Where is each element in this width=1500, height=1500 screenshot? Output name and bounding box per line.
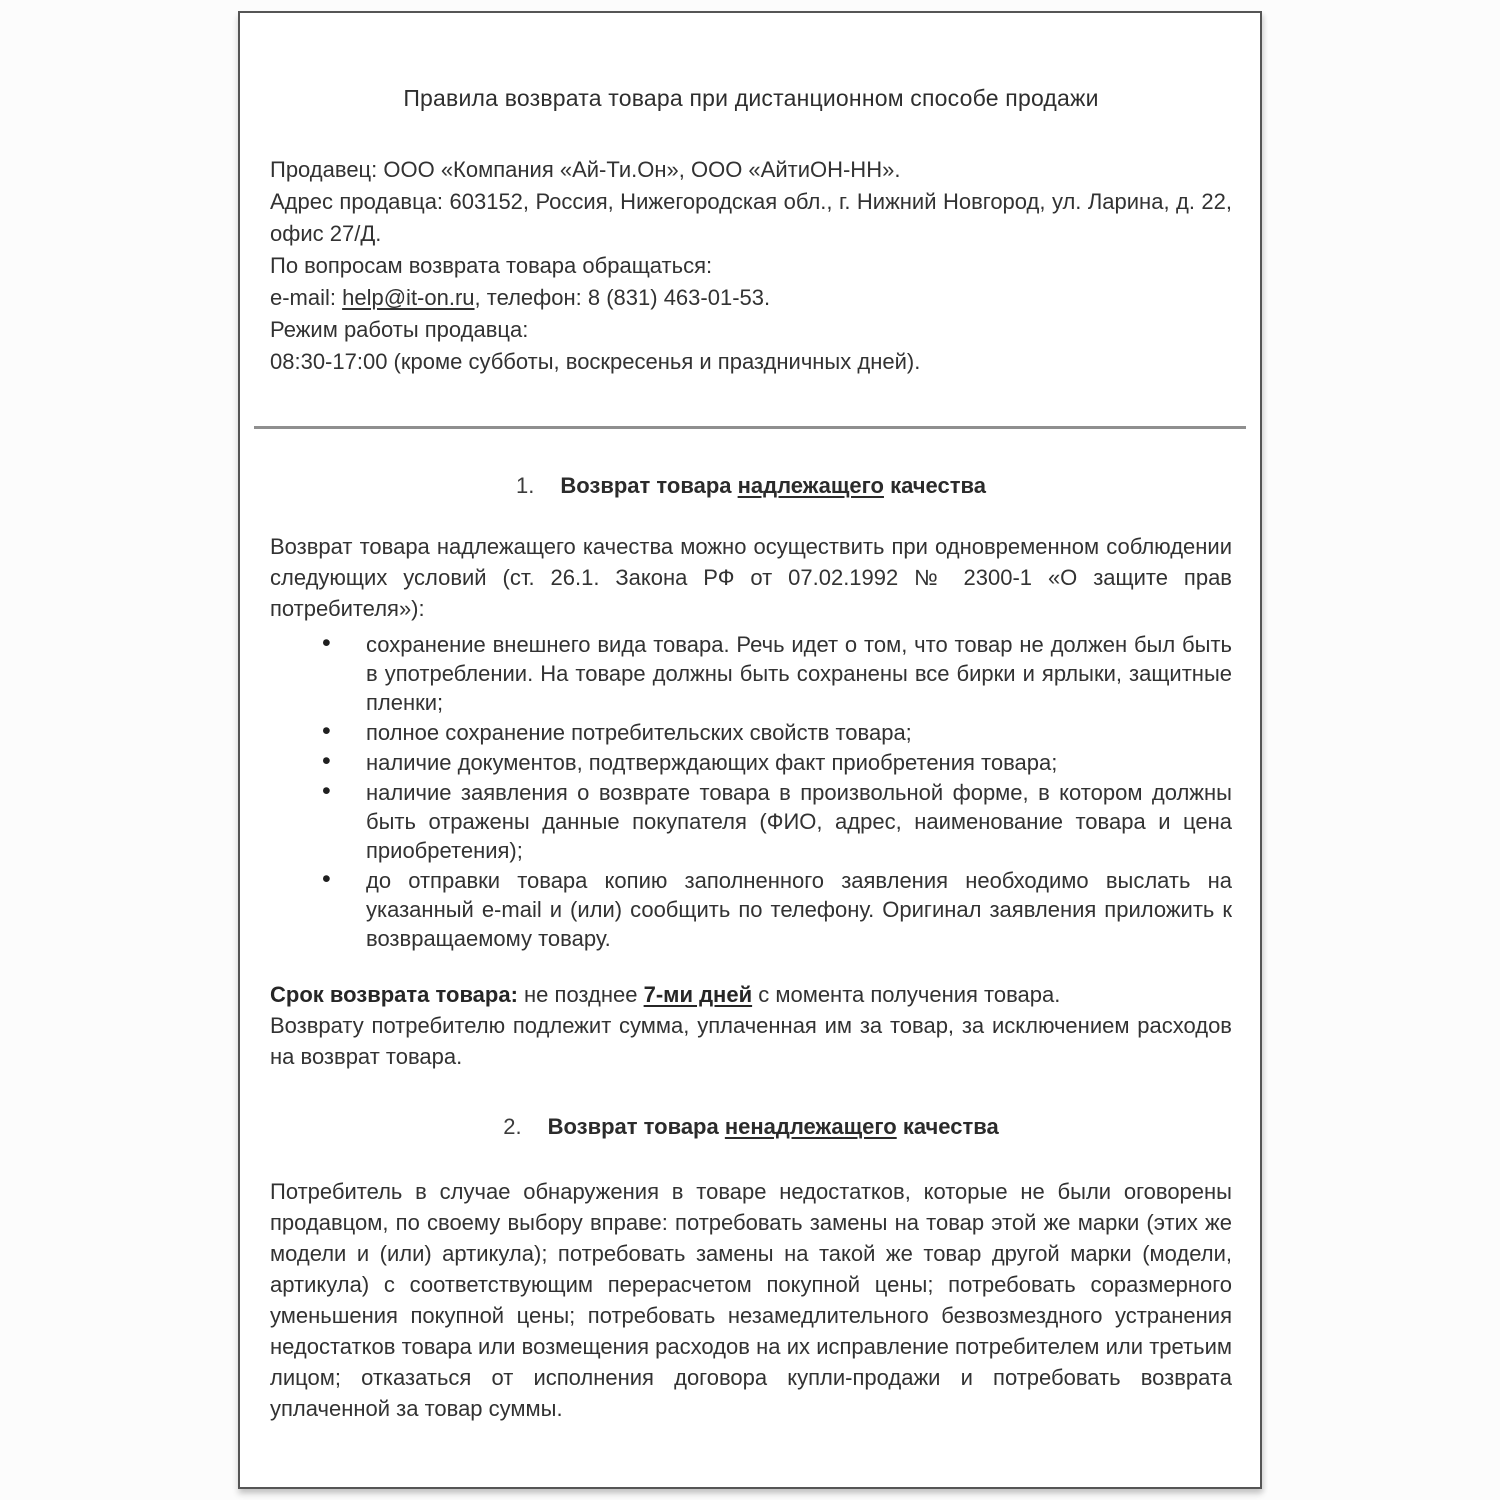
hours-label: Режим работы продавца: [270, 317, 529, 342]
section-2-body: Потребитель в случае обнаружения в товаре недостатков, которые не были оговорены продавцом, по своему выбору вправе: потребовать замены на товар этой же марки (этих же модели и (или) артикула); потребовать замены на такой же товар другой марки (модели, артикула) с соответствующим перерасчетом покупной цены; потребовать соразмерного уменьшения покупной цены; потребовать незамедлительного безвозмездного устранения недостатков товара или возмещения расходов на их исправление потребителем или третьим лицом; отказаться от исполнения договора купли-продажи и потребовать возврата уплаченной за товар суммы. [270, 1179, 1232, 1421]
seller-info-block [270, 154, 1232, 378]
deadline-label: Срок возврата товара: [270, 982, 518, 1007]
email-link[interactable]: help@it-on.ru [342, 285, 475, 310]
section-2-heading [270, 1112, 1232, 1142]
conditions-list [270, 630, 1232, 953]
deadline-term: 7-ми дней [643, 982, 753, 1007]
deadline-line: Срок возврата товара: не позднее 7-ми дней с момента получения товара. [270, 982, 1061, 1007]
phone-text: , телефон: 8 (831) 463-01-53. [474, 285, 771, 310]
condition-item-3: • наличие документов, подтверждающих факт приобретения товара; [270, 748, 1232, 777]
document-page [238, 11, 1262, 1489]
contact-line [270, 282, 1232, 314]
section-2-number: 2. [503, 1114, 522, 1139]
email-label: e-mail: [270, 285, 343, 310]
condition-item-4: • наличие заявления о возврате товара в произвольной форме, в котором должны быть отражены данные покупателя (ФИО, адрес, наименование товара и цена приобретения); [270, 778, 1232, 865]
section-2-underlined-word: ненадлежащего [724, 1114, 897, 1139]
condition-item-5: • до отправки товара копию заполненного заявления необходимо выслать на указанный e-mail и (или) сообщить по телефону. Оригинал заявления приложить к возвращаемому товару. [270, 866, 1232, 953]
seller-line: Продавец: ООО «Компания «Ай-Ти.Он», ООО «АйтиОН-НН». [270, 157, 901, 182]
section-1-title: Возврат товара надлежащего качества [560, 473, 986, 498]
seller-address: Адрес продавца: 603152, Россия, Нижегородская обл., г. Нижний Новгород, ул. Ларина, д. 22, офис 27/Д. [270, 189, 1232, 246]
section-1-number: 1. [516, 473, 535, 498]
deadline-block [270, 979, 1232, 1072]
section-1-heading [270, 471, 1232, 501]
section-2-title: Возврат товара ненадлежащего качества [547, 1114, 999, 1139]
refund-note: Возврату потребителю подлежит сумма, уплаченная им за товар, за исключением расходов на возврат товара. [270, 1013, 1232, 1069]
hours-value: 08:30-17:00 (кроме субботы, воскресенья и праздничных дней). [270, 349, 921, 374]
condition-item-2: • полное сохранение потребительских свойств товара; [270, 718, 1232, 747]
contact-intro: По вопросам возврата товара обращаться: [270, 253, 713, 278]
condition-item-1: • сохранение внешнего вида товара. Речь идет о том, что товар не должен был быть в употреблении. На товаре должны быть сохранены все бирки и ярлыки, защитные пленки; [270, 630, 1232, 717]
section-1-intro: Возврат товара надлежащего качества можно осуществить при одновременном соблюдении следующих условий (ст. 26.1. Закона РФ от 07.02.1992 № 2300-1 «О защите прав потребителя»): [270, 534, 1232, 621]
document-title: Правила возврата товара при дистанционном способе продажи [403, 85, 1099, 111]
section-divider [254, 426, 1246, 429]
section-1-underlined-word: надлежащего [737, 473, 884, 498]
